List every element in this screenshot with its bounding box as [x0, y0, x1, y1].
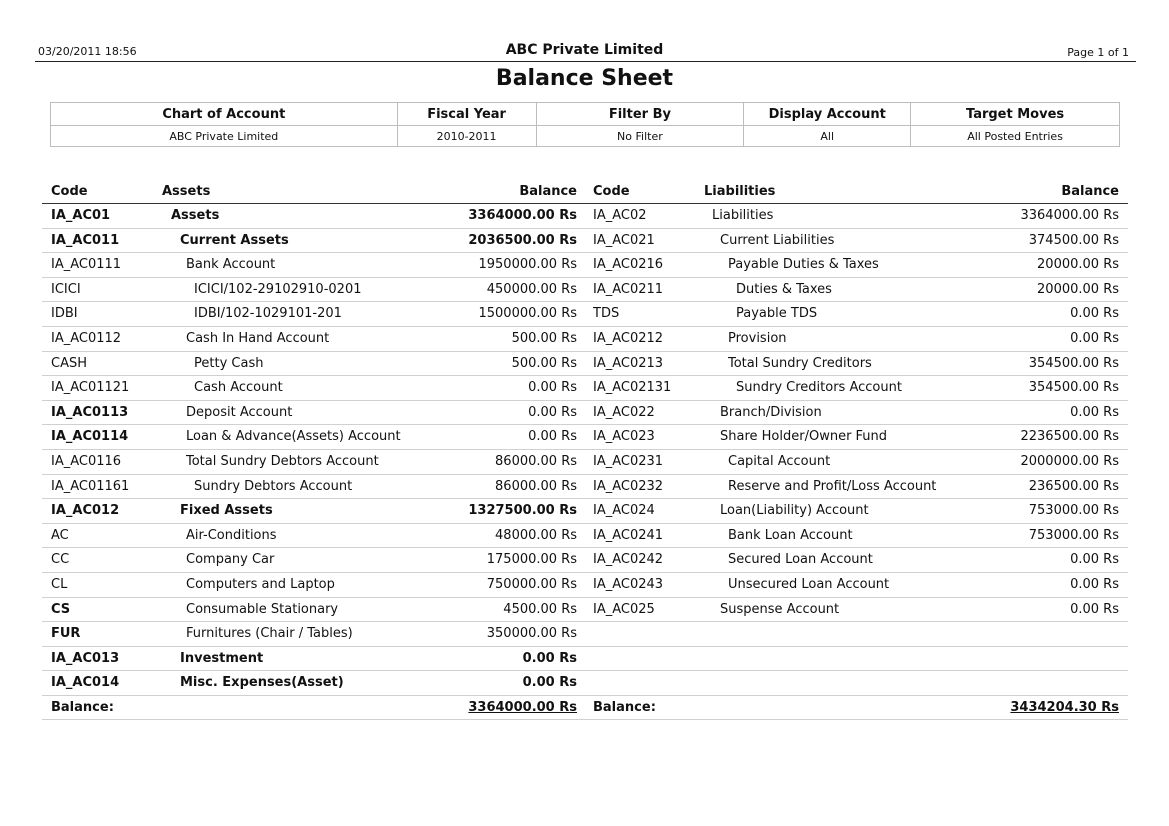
liability-balance: 354500.00 Rs — [1028, 355, 1119, 371]
asset-name: Cash Account — [194, 380, 283, 396]
liability-balance: 753000.00 Rs — [1028, 503, 1119, 519]
liability-name: Capital Account — [728, 453, 831, 469]
table-row — [42, 450, 1128, 475]
table-row — [42, 352, 1128, 377]
asset-name: Company Car — [186, 552, 275, 568]
assets-total-value: 3364000.00 Rs — [468, 699, 577, 715]
table-row — [42, 229, 1128, 254]
asset-name: Loan & Advance(Assets) Account — [186, 429, 401, 445]
asset-balance: 3364000.00 Rs — [468, 208, 577, 223]
asset-name: Computers and Laptop — [186, 576, 335, 592]
liability-balance: 236500.00 Rs — [1028, 478, 1119, 494]
liability-name: Reserve and Profit/Loss Account — [728, 478, 937, 494]
liabilities-total-value: 3434204.30 Rs — [1010, 699, 1119, 715]
table-row — [42, 475, 1128, 500]
table-row — [42, 622, 1128, 647]
liability-balance: 0.00 Rs — [1070, 576, 1119, 592]
asset-balance: 500.00 Rs — [511, 330, 577, 346]
filter-header-row — [51, 103, 1120, 126]
asset-code: IA_AC011 — [51, 232, 120, 248]
header-divider — [35, 61, 1136, 62]
col-liabilities-balance: Balance — [1061, 184, 1119, 199]
asset-balance: 500.00 Rs — [511, 355, 577, 371]
asset-code: IDBI — [51, 306, 78, 322]
liability-name: Loan(Liability) Account — [720, 503, 869, 519]
asset-name: Cash In Hand Account — [186, 330, 330, 346]
liability-code: IA_AC0243 — [593, 576, 664, 592]
assets-total-label: Balance: — [51, 699, 114, 715]
table-row — [42, 302, 1128, 327]
asset-name: Consumable Stationary — [186, 601, 339, 617]
liability-balance: 0.00 Rs — [1070, 330, 1119, 346]
asset-balance: 1950000.00 Rs — [478, 257, 577, 273]
liability-name: Duties & Taxes — [736, 281, 832, 297]
asset-balance: 450000.00 Rs — [486, 281, 577, 297]
asset-name: Assets — [171, 208, 220, 223]
liability-balance: 2000000.00 Rs — [1020, 453, 1119, 469]
liability-code: IA_AC022 — [593, 404, 655, 420]
liability-name: Liabilities — [712, 208, 774, 223]
liability-code: IA_AC0211 — [593, 281, 664, 297]
asset-name: Investment — [180, 650, 264, 666]
asset-code: IA_AC012 — [51, 503, 120, 519]
liability-name: Provision — [728, 330, 787, 346]
col-assets-code: Code — [51, 184, 88, 199]
liability-code: IA_AC0242 — [593, 552, 664, 568]
liability-code: IA_AC025 — [593, 601, 655, 617]
asset-balance: 86000.00 Rs — [495, 478, 577, 494]
column-header-row — [42, 180, 1128, 204]
liability-balance: 20000.00 Rs — [1037, 281, 1119, 297]
liability-balance: 374500.00 Rs — [1028, 232, 1119, 248]
liability-code: IA_AC02131 — [593, 380, 672, 396]
liability-balance: 354500.00 Rs — [1028, 380, 1119, 396]
liability-code: IA_AC0232 — [593, 478, 664, 494]
asset-balance: 0.00 Rs — [528, 380, 577, 396]
asset-name: ICICI/102-29102910-0201 — [194, 281, 362, 297]
asset-code: AC — [51, 527, 69, 543]
asset-code: FUR — [51, 626, 81, 642]
filter-header-fiscal-year: Fiscal Year — [397, 103, 536, 126]
asset-code: CC — [51, 552, 70, 568]
asset-name: Fixed Assets — [180, 503, 273, 519]
table-row — [42, 499, 1128, 524]
table-row — [42, 376, 1128, 401]
report-date: 03/20/2011 18:56 — [38, 45, 137, 58]
table-row — [42, 573, 1128, 598]
asset-code: IA_AC0111 — [51, 257, 122, 273]
asset-balance: 4500.00 Rs — [503, 601, 577, 617]
liability-code: IA_AC0213 — [593, 355, 664, 371]
liability-code: IA_AC023 — [593, 429, 655, 445]
asset-code: IA_AC014 — [51, 675, 120, 691]
asset-name: Bank Account — [186, 257, 276, 273]
filter-header-target-moves: Target Moves — [911, 103, 1120, 126]
filter-value-row — [51, 126, 1120, 147]
asset-name: Air-Conditions — [186, 527, 277, 543]
asset-code: CL — [51, 576, 68, 592]
col-assets-balance: Balance — [519, 184, 577, 199]
asset-name: Current Assets — [180, 232, 289, 248]
liability-code: IA_AC024 — [593, 503, 655, 519]
filter-value-display-account: All — [744, 126, 911, 147]
liability-name: Payable TDS — [736, 306, 818, 322]
filter-header-chart-of-account: Chart of Account — [51, 103, 398, 126]
asset-balance: 0.00 Rs — [522, 675, 577, 691]
page-number: Page 1 of 1 — [1067, 46, 1129, 59]
liabilities-total-label: Balance: — [593, 699, 656, 715]
liability-code: TDS — [593, 306, 620, 322]
asset-code: IA_AC01121 — [51, 380, 130, 396]
table-row — [42, 204, 1128, 229]
asset-code: CASH — [51, 355, 87, 371]
liability-name: Sundry Creditors Account — [736, 380, 902, 396]
filter-table — [50, 102, 1120, 147]
table-row — [42, 278, 1128, 303]
liability-code: IA_AC0241 — [593, 527, 664, 543]
asset-name: Deposit Account — [186, 404, 293, 420]
filter-value-target-moves: All Posted Entries — [911, 126, 1120, 147]
company-name: ABC Private Limited — [505, 42, 664, 58]
table-row — [42, 401, 1128, 426]
asset-balance: 0.00 Rs — [528, 429, 577, 445]
asset-balance: 350000.00 Rs — [486, 626, 577, 642]
asset-name: Petty Cash — [194, 355, 264, 371]
liability-name: Suspense Account — [720, 601, 840, 617]
table-row — [42, 327, 1128, 352]
asset-code: IA_AC0116 — [51, 453, 122, 469]
liability-balance: 753000.00 Rs — [1028, 527, 1119, 543]
liability-balance: 0.00 Rs — [1070, 306, 1119, 322]
table-row — [42, 524, 1128, 549]
liability-name: Payable Duties & Taxes — [728, 257, 879, 273]
asset-balance: 1327500.00 Rs — [468, 503, 577, 519]
totals-row — [42, 696, 1128, 721]
table-row — [42, 671, 1128, 696]
table-row — [42, 647, 1128, 672]
liability-code: IA_AC02 — [593, 208, 647, 223]
liability-code: IA_AC0216 — [593, 257, 664, 273]
liability-balance: 0.00 Rs — [1070, 552, 1119, 568]
col-liabilities-code: Code — [593, 184, 630, 199]
asset-balance: 0.00 Rs — [522, 650, 577, 666]
table-row — [42, 425, 1128, 450]
liability-code: IA_AC0231 — [593, 453, 664, 469]
page-title: Balance Sheet — [495, 66, 674, 91]
liability-name: Unsecured Loan Account — [728, 576, 890, 592]
liability-balance: 0.00 Rs — [1070, 404, 1119, 420]
asset-name: IDBI/102-1029101-201 — [194, 306, 342, 322]
asset-balance: 1500000.00 Rs — [478, 306, 577, 322]
filter-value-filter-by: No Filter — [536, 126, 744, 147]
asset-code: IA_AC0112 — [51, 330, 122, 346]
asset-balance: 86000.00 Rs — [495, 453, 577, 469]
liability-balance: 2236500.00 Rs — [1020, 429, 1119, 445]
table-row — [42, 598, 1128, 623]
asset-balance: 175000.00 Rs — [486, 552, 577, 568]
liability-code: IA_AC0212 — [593, 330, 664, 346]
liability-code: IA_AC021 — [593, 232, 655, 248]
col-liabilities-name: Liabilities — [704, 184, 776, 199]
liability-name: Current Liabilities — [720, 232, 835, 248]
asset-code: IA_AC0114 — [51, 429, 129, 445]
asset-name: Furnitures (Chair / Tables) — [186, 626, 353, 642]
liability-balance: 20000.00 Rs — [1037, 257, 1119, 273]
asset-name: Sundry Debtors Account — [194, 478, 353, 494]
filter-header-filter-by: Filter By — [536, 103, 744, 126]
asset-balance: 2036500.00 Rs — [468, 232, 577, 248]
asset-name: Misc. Expenses(Asset) — [180, 675, 344, 691]
asset-code: CS — [51, 601, 71, 617]
asset-balance: 48000.00 Rs — [495, 527, 577, 543]
col-assets-name: Assets — [162, 184, 211, 199]
asset-code: IA_AC0113 — [51, 404, 129, 420]
balance-sheet-table — [42, 180, 1128, 720]
liability-name: Secured Loan Account — [728, 552, 873, 568]
asset-name: Total Sundry Debtors Account — [186, 453, 379, 469]
liability-name: Bank Loan Account — [728, 527, 853, 543]
asset-code: IA_AC01161 — [51, 478, 130, 494]
liability-balance: 0.00 Rs — [1070, 601, 1119, 617]
filter-value-chart-of-account: ABC Private Limited — [51, 126, 398, 147]
asset-code: IA_AC01 — [51, 208, 111, 223]
table-row — [42, 253, 1128, 278]
liability-name: Branch/Division — [720, 404, 822, 420]
liability-balance: 3364000.00 Rs — [1020, 208, 1119, 223]
asset-balance: 0.00 Rs — [528, 404, 577, 420]
asset-balance: 750000.00 Rs — [486, 576, 577, 592]
asset-code: ICICI — [51, 281, 81, 297]
table-row — [42, 548, 1128, 573]
liability-name: Share Holder/Owner Fund — [720, 429, 888, 445]
asset-code: IA_AC013 — [51, 650, 120, 666]
liability-name: Total Sundry Creditors — [728, 355, 872, 371]
filter-value-fiscal-year: 2010-2011 — [397, 126, 536, 147]
filter-header-display-account: Display Account — [744, 103, 911, 126]
